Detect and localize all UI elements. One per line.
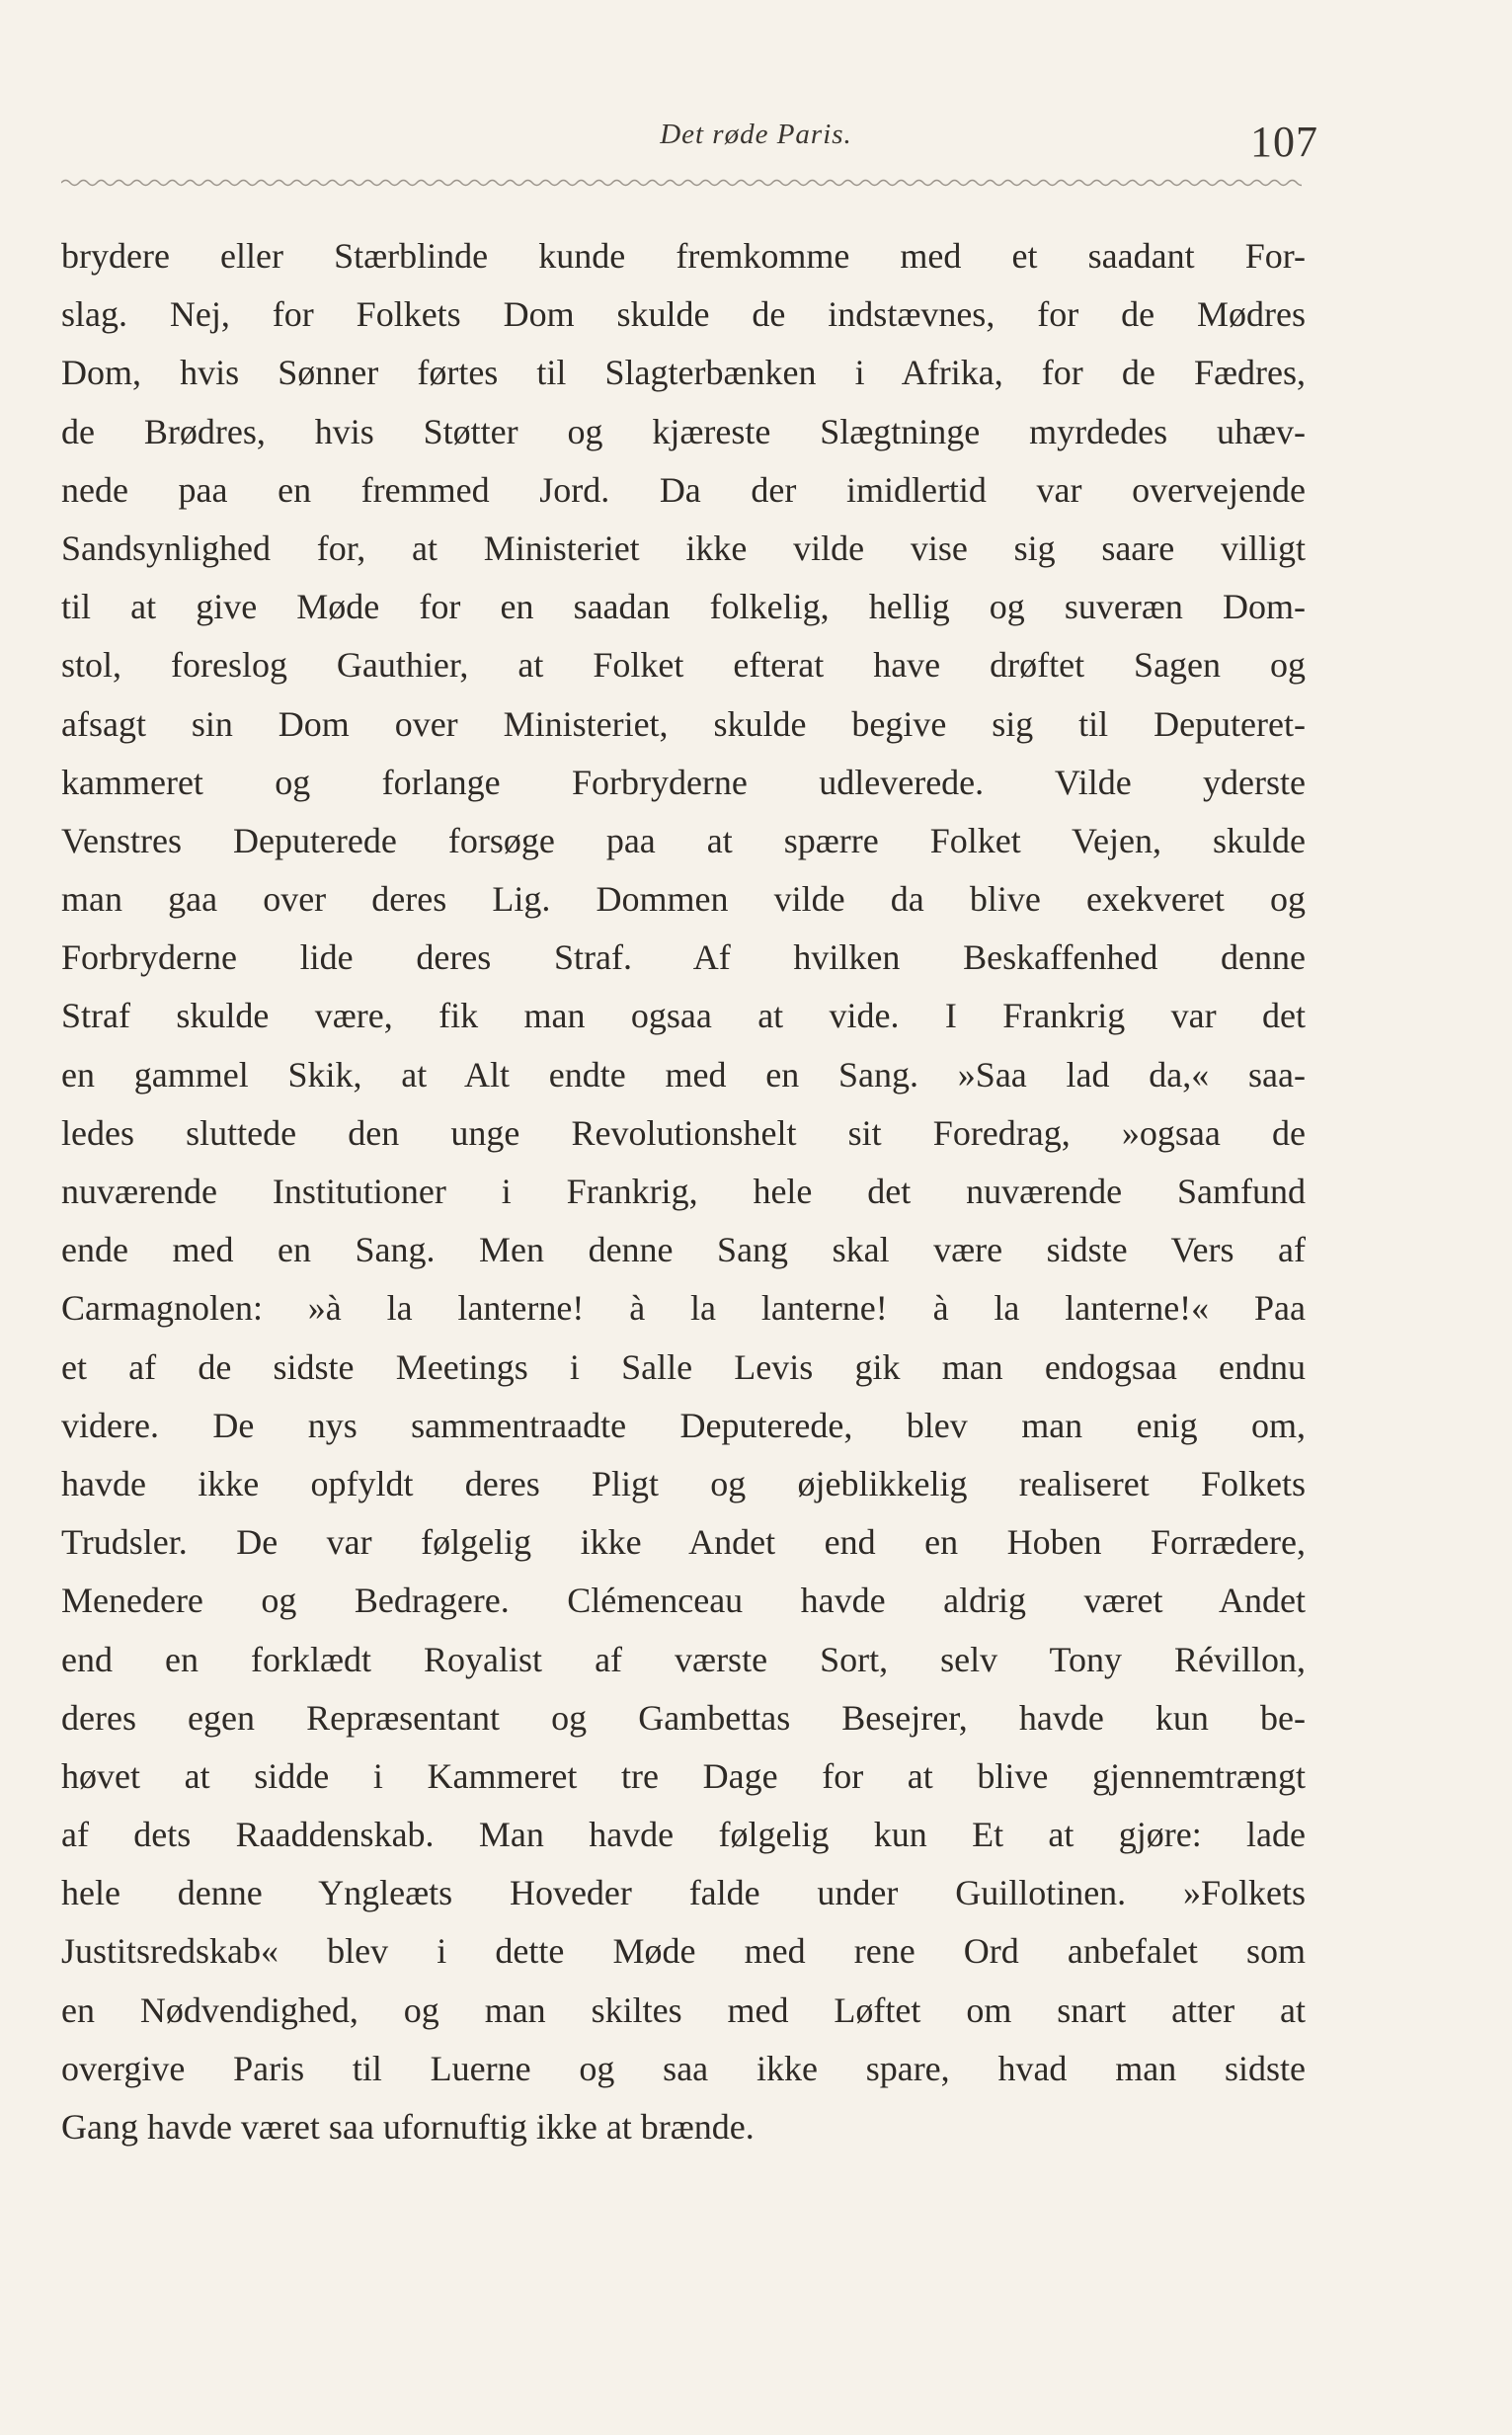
running-title: Det røde Paris. bbox=[660, 119, 852, 150]
text-line: nede paa en fremmed Jord. Da der imidlertid var overvejende bbox=[61, 469, 1306, 510]
text-line: hele denne Yngleæts Hoveder falde under Guillotinen. »Folkets bbox=[61, 1873, 1306, 1913]
text-line: ende med en Sang. Men denne Sang skal være sidste Vers af bbox=[61, 1230, 1306, 1270]
text-line: Gang havde været saa ufornuftig ikke at brænde. bbox=[61, 2107, 755, 2147]
text-line: Dom, hvis Sønner førtes til Slagterbænken i Afrika, for de Fædres, bbox=[61, 353, 1306, 393]
text-line: slag. Nej, for Folkets Dom skulde de indstævnes, for de Mødres bbox=[61, 294, 1306, 335]
text-line: en gammel Skik, at Alt endte med en Sang. »Saa lad da,« saa- bbox=[61, 1054, 1306, 1095]
text-line: deres egen Repræsentant og Gambettas Besejrer, havde kun be- bbox=[61, 1697, 1306, 1738]
text-line: til at give Møde for en saadan folkelig, hellig og suveræn Dom- bbox=[61, 587, 1306, 627]
text-line: Carmagnolen: »à la lanterne! à la lanterne! à la lanterne!« Paa bbox=[61, 1288, 1306, 1329]
text-line: en Nødvendighed, og man skiltes med Løftet om snart atter at bbox=[61, 1989, 1306, 2030]
text-line: Forbryderne lide deres Straf. Af hvilken Beskaffenhed denne bbox=[61, 937, 1306, 978]
text-line: et af de sidste Meetings i Salle Levis gik man endogsaa endnu bbox=[61, 1346, 1306, 1387]
text-line: Sandsynlighed for, at Ministeriet ikke vilde vise sig saare villigt bbox=[61, 528, 1306, 568]
text-line: stol, foreslog Gauthier, at Folket efterat have drøftet Sagen og bbox=[61, 645, 1306, 686]
text-line: man gaa over deres Lig. Dommen vilde da blive exekveret og bbox=[61, 879, 1306, 920]
text-line: videre. De nys sammentraadte Deputerede, blev man enig om, bbox=[61, 1405, 1306, 1445]
text-line: afsagt sin Dom over Ministeriet, skulde begive sig til Deputeret- bbox=[61, 703, 1306, 744]
text-line: Straf skulde være, fik man ogsaa at vide. I Frankrig var det bbox=[61, 996, 1306, 1036]
text-line: Menedere og Bedragere. Clémenceau havde aldrig været Andet bbox=[61, 1581, 1306, 1621]
wavy-rule-ornament bbox=[61, 173, 1302, 193]
text-line: nuværende Institutioner i Frankrig, hele det nuværende Samfund bbox=[61, 1172, 1306, 1211]
body-text bbox=[61, 227, 1306, 2156]
text-line: kammeret og forlange Forbryderne udleverede. Vilde yderste bbox=[61, 762, 1306, 802]
text-line: ledes sluttede den unge Revolutionshelt sit Foredrag, »ogsaa de bbox=[61, 1112, 1306, 1153]
text-line: Justitsredskab« blev i dette Møde med rene Ord anbefalet som bbox=[61, 1931, 1306, 1972]
text-line: Trudsler. De var følgelig ikke Andet end en Hoben Forrædere, bbox=[61, 1522, 1306, 1563]
text-line: de Brødres, hvis Støtter og kjæreste Slægtninge myrdedes uhæv- bbox=[61, 411, 1306, 451]
text-line: overgive Paris til Luerne og saa ikke spare, hvad man sidste bbox=[61, 2048, 1306, 2088]
text-line: end en forklædt Royalist af værste Sort, selv Tony Révillon, bbox=[61, 1639, 1306, 1679]
text-line: brydere eller Stærblinde kunde fremkomme med et saadant For- bbox=[61, 236, 1306, 276]
text-line: Venstres Deputerede forsøge paa at spærre Folket Vejen, skulde bbox=[61, 820, 1306, 860]
text-line: høvet at sidde i Kammeret tre Dage for at blive gjennemtrængt bbox=[61, 1755, 1306, 1796]
page-number: 107 bbox=[1250, 118, 1318, 166]
text-line: af dets Raaddenskab. Man havde følgelig kun Et at gjøre: lade bbox=[61, 1815, 1306, 1855]
text-line: havde ikke opfyldt deres Pligt og øjeblikkelig realiseret Folkets bbox=[61, 1463, 1306, 1503]
